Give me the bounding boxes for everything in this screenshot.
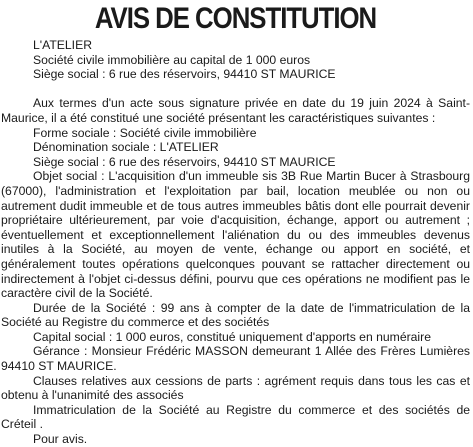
legal-form-line: Forme sociale : Société civile immobilière <box>33 125 257 140</box>
company-registered-office: Siège social : 6 rue des réservoirs, 94410 ST MAURICE <box>33 67 336 82</box>
purpose-paragraph: Objet social : L'acquisition d'un immeuble sis 3B Rue Martin Bucer à Strasbourg (67000), l'administration et l'exploitation par bail, location meublée ou non ou autrement dudit immeuble et de tous autres immeubles bâtis dont elle pourrait devenir propriétaire ultérieurement, par voie d'acquisition, échange, apport ou autrement ; éventuellement et exceptionnellement l'aliénation du ou des immeubles devenus inutiles à la Société, au moyen de vente, échange ou apport en société, et généralement toutes opérations quelconques pouvant se rattacher directement ou indirectement à l'objet ci-dessus défini, pourvu que ces opérations ne modifient pas le caractère civil de la Société. <box>1 169 470 301</box>
closing-line: Pour avis. <box>33 432 88 447</box>
capital-paragraph: Capital social : 1 000 euros, constitué uniquement d'apports en numéraire <box>33 329 431 344</box>
company-type: Société civile immobilière au capital de 1 000 euros <box>33 52 311 67</box>
duration-paragraph: Durée de la Société : 99 ans à compter de la date de l'immatriculation de la Société au Registre du commerce et des sociétés <box>1 300 470 330</box>
company-name: L'ATELIER <box>33 38 92 52</box>
share-transfer-paragraph: Clauses relatives aux cessions de parts : agrément requis dans tous les cas et obtenu à l'unanimité des associés <box>1 373 470 403</box>
intro-paragraph: Aux termes d'un acte sous signature privée en date du 19 juin 2024 à Saint-Maurice, il a été constitué une société présentant les caractéristiques suivantes : <box>1 96 470 125</box>
notice-title: AVIS DE CONSTITUTION <box>94 2 377 35</box>
registration-paragraph: Immatriculation de la Société au Registre du commerce et des sociétés de Créteil . <box>1 402 470 432</box>
spacer <box>1 82 470 97</box>
office-line: Siège social : 6 rue des réservoirs, 94410 ST MAURICE <box>33 154 336 169</box>
company-header <box>1 38 470 82</box>
management-paragraph: Gérance : Monsieur Frédéric MASSON demeurant 1 Allée des Frères Lumières 94410 ST MAURICE. <box>1 344 470 374</box>
denomination-line: Dénomination sociale : L'ATELIER <box>33 140 219 155</box>
